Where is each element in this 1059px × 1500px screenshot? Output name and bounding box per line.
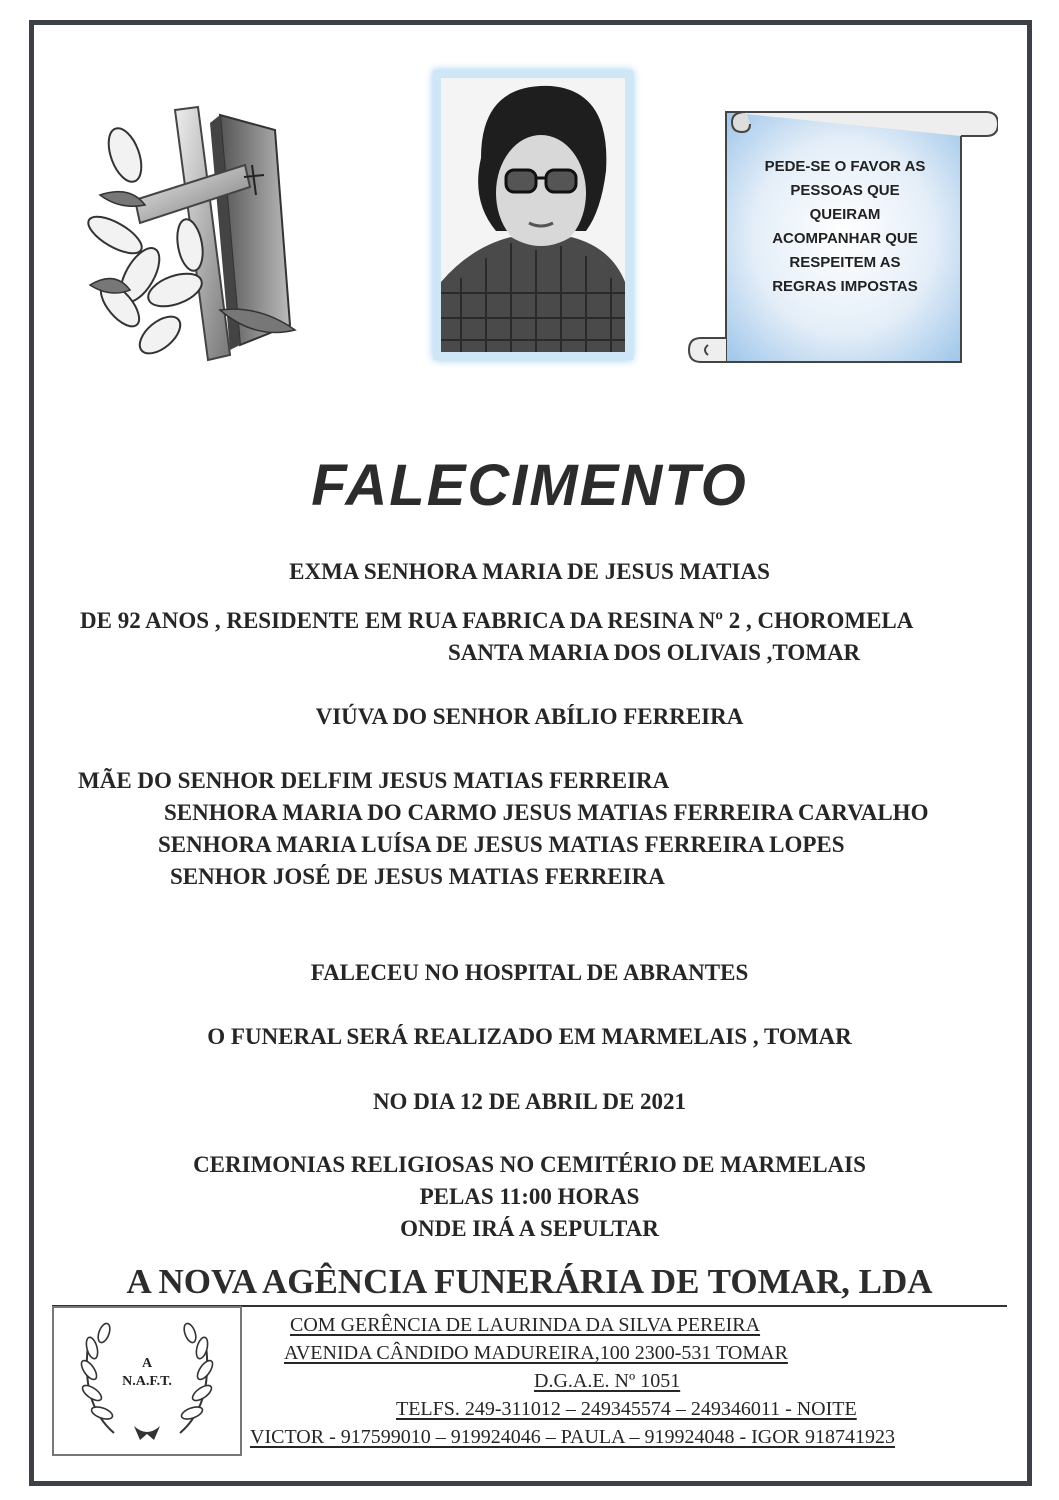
agency-name: A NOVA AGÊNCIA FUNERÁRIA DE TOMAR, LDA — [126, 1262, 933, 1301]
agency-address: AVENIDA CÂNDIDO MADUREIRA,100 2300-531 TOMAR — [284, 1342, 788, 1364]
agency-contacts: VICTOR - 917599010 – 919924046 – PAULA – 919924048 - IGOR 918741923 — [250, 1426, 896, 1448]
funeral-date: NO DIA 12 DE ABRIL DE 2021 — [372, 1089, 687, 1114]
agency-management: COM GERÊNCIA DE LAURINDA DA SILVA PEREIRA — [290, 1314, 761, 1336]
scroll-notice-text — [745, 155, 945, 299]
widow-of: VIÚVA DO SENHOR ABÍLIO FERREIRA — [315, 704, 744, 729]
portrait-photo — [433, 70, 633, 360]
burial-info: ONDE IRÁ A SEPULTAR — [400, 1216, 659, 1241]
child-line: SENHORA MARIA DO CARMO JESUS MATIAS FERREIRA CARVALHO — [164, 800, 929, 825]
death-place: FALECEU NO HOSPITAL DE ABRANTES — [310, 960, 749, 985]
page-title: FALECIMENTO — [311, 453, 748, 518]
child-line: MÃE DO SENHOR DELFIM JESUS MATIAS FERREIRA — [78, 768, 670, 793]
agency-phones: TELFS. 249-311012 – 249345574 – 249346011 - NOITE — [396, 1398, 857, 1420]
agency-emblem — [52, 1306, 242, 1456]
scroll-line: PEDE-SE O FAVOR AS — [764, 158, 926, 175]
child-line: SENHORA MARIA LUÍSA DE JESUS MATIAS FERREIRA LOPES — [158, 832, 845, 857]
location: SANTA MARIA DOS OLIVAIS ,TOMAR — [448, 640, 861, 665]
cross-lilies-icon — [80, 95, 310, 375]
emblem-text: A — [141, 1356, 153, 1371]
agency-dgae: D.G.A.E. Nº 1051 — [534, 1370, 681, 1392]
scroll-line: ACOMPANHAR QUE — [772, 230, 918, 247]
emblem-initials: N.A.F.T. — [122, 1374, 172, 1389]
child-line: SENHOR JOSÉ DE JESUS MATIAS FERREIRA — [170, 864, 665, 889]
funeral-place: O FUNERAL SERÁ REALIZADO EM MARMELAIS , TOMAR — [207, 1024, 852, 1049]
ceremony-time: PELAS 11:00 HORAS — [419, 1184, 640, 1209]
scroll-line: QUEIRAM — [809, 206, 881, 223]
scroll-line: REGRAS IMPOSTAS — [772, 278, 918, 295]
ceremony-info: CERIMONIAS RELIGIOSAS NO CEMITÉRIO DE MARMELAIS — [193, 1152, 866, 1177]
age-residence: DE 92 ANOS , RESIDENTE EM RUA FABRICA DA RESINA Nº 2 , CHOROMELA — [80, 608, 914, 633]
scroll-line: RESPEITEM AS — [789, 254, 901, 271]
scroll-line: PESSOAS QUE — [790, 182, 900, 199]
deceased-name: EXMA SENHORA MARIA DE JESUS MATIAS — [289, 559, 770, 584]
